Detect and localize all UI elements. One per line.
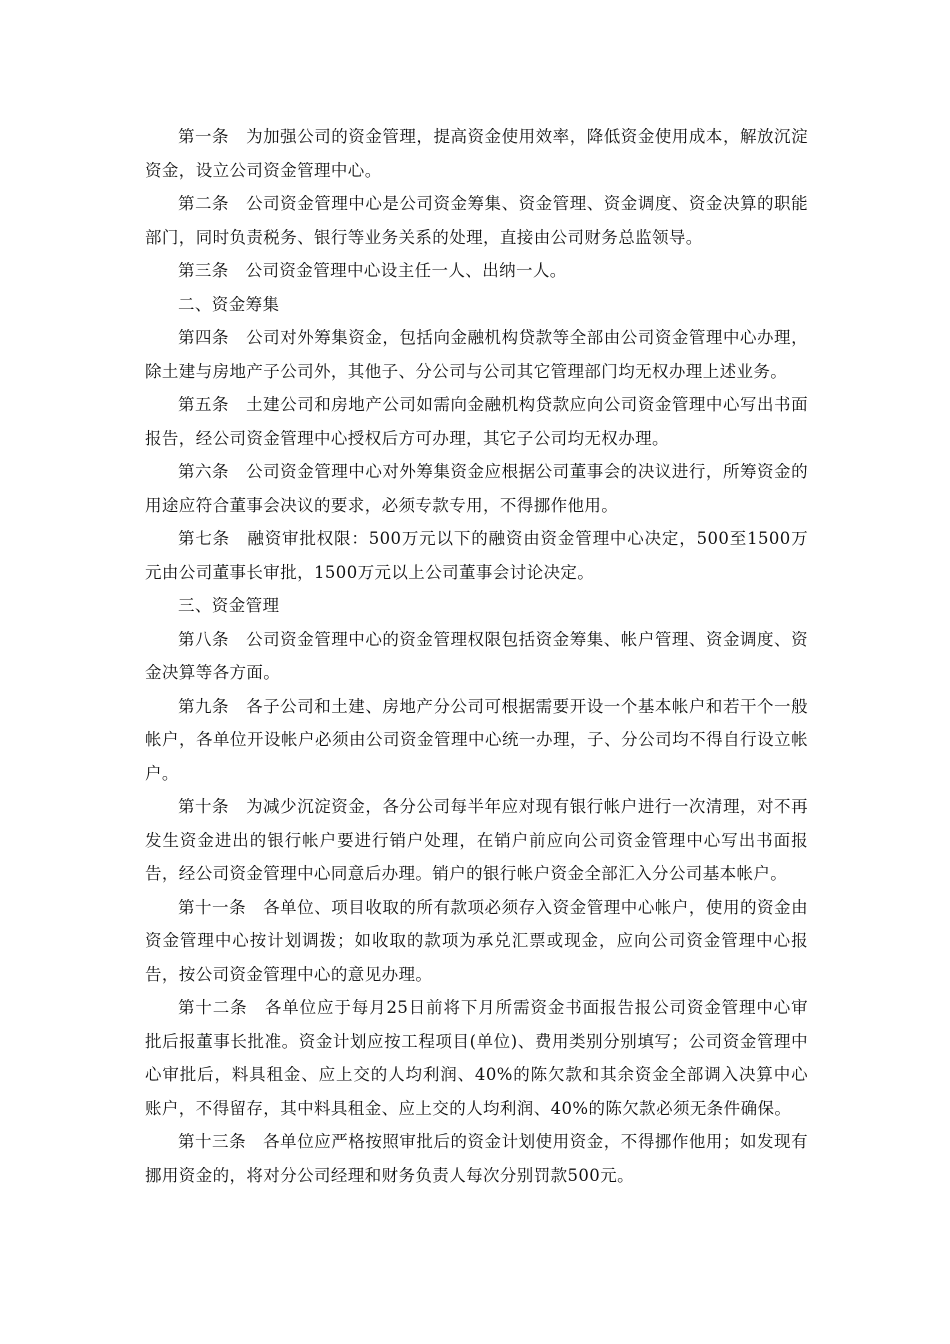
article-3: 第三条 公司资金管理中心设主任一人、出纳一人。 (178, 261, 567, 280)
article-6: 第六条 公司资金管理中心对外筹集资金应根据公司董事会的决议进行，所筹资金的用途应符合董事会决议的要求，必须专款专用，不得挪作他用。 (145, 462, 808, 515)
article-10: 第十条 为减少沉淀资金，各分公司每半年应对现有银行帐户进行一次清理，对不再发生资金进出的银行帐户要进行销户处理，在销户前应向公司资金管理中心写出书面报告，经公司资金管理中心同意后办理。销户的银行帐户资金全部汇入分公司基本帐户。 (145, 797, 808, 883)
document-body (145, 120, 808, 1192)
article-8: 第八条 公司资金管理中心的资金管理权限包括资金筹集、帐户管理、资金调度、资金决算等各方面。 (145, 629, 808, 682)
section-heading-fund-management: 三、资金管理 (178, 596, 280, 615)
article-11: 第十一条 各单位、项目收取的所有款项必须存入资金管理中心帐户，使用的资金由资金管理中心按计划调拨；如收取的款项为承兑汇票或现金，应向公司资金管理中心报告，按公司资金管理中心的意见办理。 (145, 897, 808, 984)
article-5: 第五条 土建公司和房地产公司如需向金融机构贷款应向公司资金管理中心写出书面报告，经公司资金管理中心授权后方可办理，其它子公司均无权办理。 (145, 395, 808, 448)
article-7: 第七条 融资审批权限：500万元以下的融资由资金管理中心决定，500至1500万元由公司董事长审批，1500万元以上公司董事会讨论决定。 (145, 529, 808, 582)
article-13: 第十三条 各单位应严格按照审批后的资金计划使用资金，不得挪作他用；如发现有挪用资金的，将对分公司经理和财务负责人每次分别罚款500元。 (145, 1132, 808, 1185)
article-12: 第十二条 各单位应于每月25日前将下月所需资金书面报告报公司资金管理中心审批后报董事长批准。资金计划应按工程项目(单位)、费用类别分别填写；公司资金管理中心审批后，料具租金、应上交的人均利润、40%的陈欠款和其余资金全部调入决算中心账户，不得留存，其中料具租金、应上交的人均利润、40%的陈欠款必须无条件确保。 (145, 998, 808, 1118)
article-2: 第二条 公司资金管理中心是公司资金筹集、资金管理、资金调度、资金决算的职能部门，同时负责税务、银行等业务关系的处理，直接由公司财务总监领导。 (145, 194, 808, 247)
article-1: 第一条 为加强公司的资金管理，提高资金使用效率，降低资金使用成本，解放沉淀资金，设立公司资金管理中心。 (145, 127, 808, 180)
article-4: 第四条 公司对外筹集资金，包括向金融机构贷款等全部由公司资金管理中心办理，除土建与房地产子公司外，其他子、分公司与公司其它管理部门均无权办理上述业务。 (145, 328, 808, 381)
section-heading-fundraising: 二、资金筹集 (178, 294, 280, 314)
article-9: 第九条 各子公司和土建、房地产分公司可根据需要开设一个基本帐户和若干个一般帐户，各单位开设帐户必须由公司资金管理中心统一办理，子、分公司均不得自行设立帐户。 (145, 696, 808, 783)
